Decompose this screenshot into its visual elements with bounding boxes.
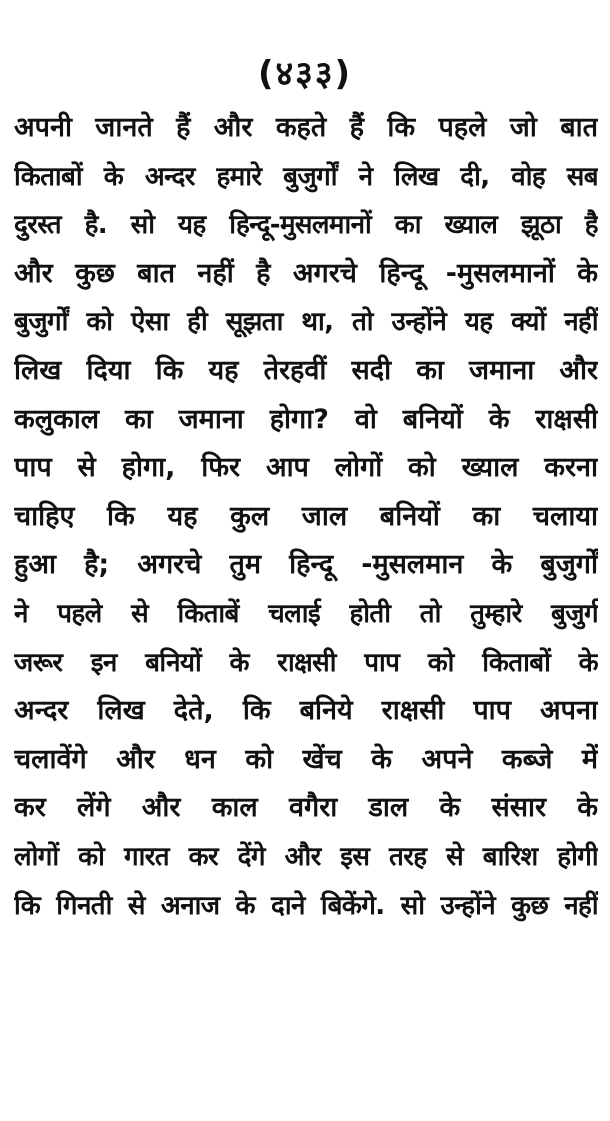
text-line: लोगों को गारत कर देंगे और इस तरह से बारिश होगी bbox=[14, 841, 598, 872]
text-line: लिख दिया कि यह तेरहवीं सदी का जमाना और bbox=[14, 354, 598, 386]
text-line: ने पहले से किताबें चलाई होती तो तुम्हारे बुजुर्ग bbox=[14, 598, 598, 629]
text-line: जरूर इन बनियों के राक्षसी पाप को किताबों के bbox=[14, 647, 598, 678]
text-line: चलावेंगे और धन को खेंच के अपने कब्जे में bbox=[14, 743, 598, 775]
text-line: पाप से होगा, फिर आप लोगों को ख्याल करना bbox=[14, 452, 598, 484]
page-number: (४३३) bbox=[257, 54, 353, 94]
text-line: अन्दर लिख देते, कि बनिये राक्षसी पाप अपना bbox=[14, 695, 598, 727]
text-line: कर लेंगे और काल वगैरा डाल के संसार के bbox=[14, 792, 598, 824]
text-line: दुरस्त है. सो यह हिन्दू-मुसलमानों का ख्याल झूठा है bbox=[14, 210, 598, 241]
text-line: किताबों के अन्दर हमारे बुजुर्गों ने लिख दी, वोह सब bbox=[14, 161, 598, 192]
text-line: और कुछ बात नहीं है अगरचे हिन्दू -मुसलमानों के bbox=[14, 257, 598, 289]
body-text bbox=[14, 104, 598, 930]
text-line: हुआ है; अगरचे तुम हिन्दू -मुसलमान के बुजुर्गों bbox=[14, 549, 598, 581]
text-line: अपनी जानते हैं और कहते हैं कि पहले जो बात bbox=[14, 112, 598, 143]
text-line: कलुकाल का जमाना होगा? वो बनियों के राक्षसी bbox=[14, 403, 598, 435]
text-line: बुजुर्गों को ऐसा ही सूझता था, तो उन्होंने यह क्यों नहीं bbox=[14, 307, 598, 338]
text-line: कि गिनती से अनाज के दाने बिकेंगे. सो उन्होंने कुछ नहीं bbox=[14, 890, 598, 921]
text-line: चाहिए कि यह कुल जाल बनियों का चलाया bbox=[14, 500, 598, 532]
